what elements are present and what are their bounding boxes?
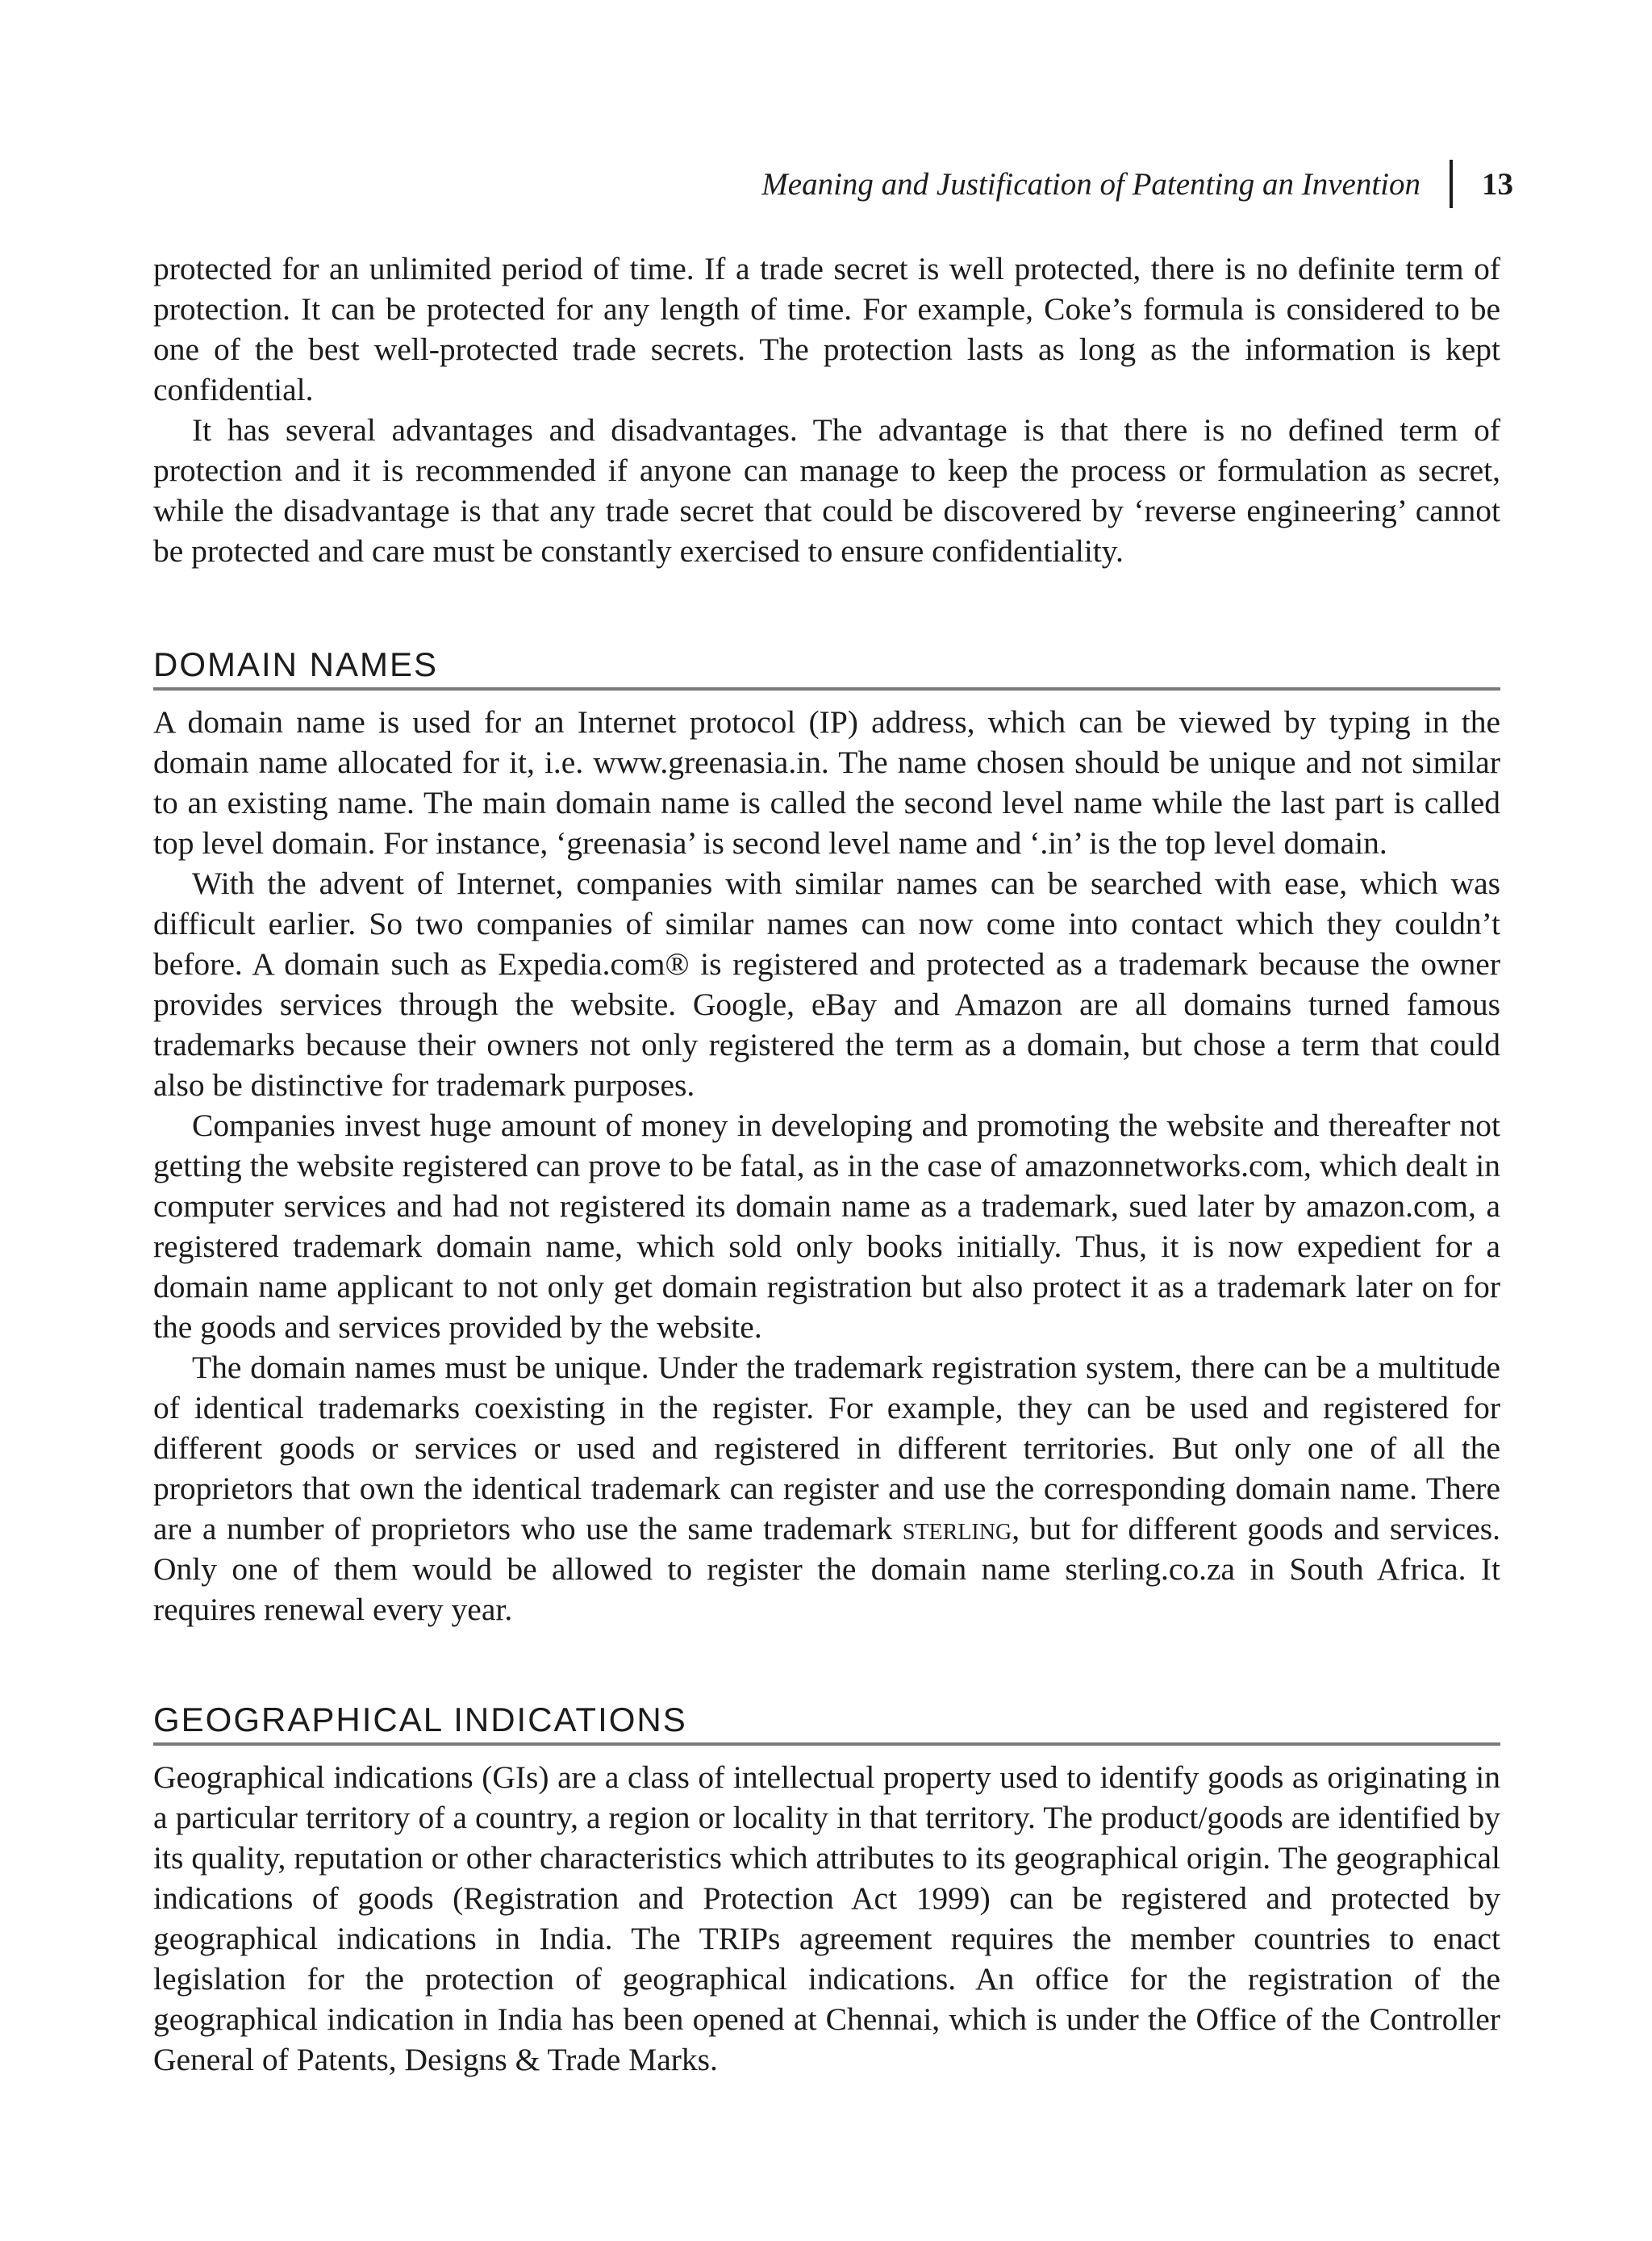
domain-paragraph-4-text-b: , but for different goods and services. Only one of them would be allowed to register the domain name sterling.co.za in South Africa. It requires renewal every year. [153,1511,1500,1627]
running-header [761,160,1513,208]
section-heading-domain-names: DOMAIN NAMES [153,644,1500,691]
section-heading-geographical-indications: GEOGRAPHICAL INDICATIONS [153,1699,1500,1746]
intro-paragraph-2: It has several advantages and disadvantages. The advantage is that there is no defined term of protection and it is recommended if anyone can manage to keep the process or formulation as secret, while the disadvantage is that any trade secret that could be discovered by ‘reverse engineering’ cannot be protected and care must be constantly exercised to ensure confidentiality. [153,412,1500,569]
page-body [153,248,1500,2080]
domain-paragraph-4 [153,1347,1500,1630]
domain-paragraph-4-text-a: The domain names must be unique. Under the trademark registration system, there can be a multitude of identical trademarks coexisting in the register. For example, they can be used and registered for different goods or services or used and registered in different territories. But only one of all the proprietors that own the identical trademark can register and use the corresponding domain name. There are a number of proprietors who use the same trademark [153,1350,1500,1546]
running-title: Meaning and Justification of Patenting an Invention [761,166,1420,202]
gi-paragraph-1: Geographical indications (GIs) are a class of intellectual property used to identify goods as originating in a particular territory of a country, a region or locality in that territory. The product/goods are identified by its quality, reputation or other characteristics which attributes to its geographical origin. The geographical indications of goods (Registration and Protection Act 1999) can be registered and protected by geographical indications in India. The TRIPs agreement requires the member countries to enact legislation for the protection of geographical indications. An office for the registration of the geographical indication in India has been opened at Chennai, which is under the Office of the Controller General of Patents, Designs & Trade Marks. [153,1759,1500,2077]
page-number: 13 [1482,166,1513,202]
trademark-sterling: sterling [902,1511,1012,1546]
domain-paragraph-1: A domain name is used for an Internet protocol (IP) address, which can be viewed by typing in the domain name allocated for it, i.e. www.greenasia.in. The name chosen should be unique and not similar to an existing name. The main domain name is called the second level name while the last part is called top level domain. For instance, ‘greenasia’ is second level name and ‘.in’ is the top level domain. [153,704,1500,861]
intro-paragraph-1: protected for an unlimited period of time. If a trade secret is well protected, there is no definite term of protection. It can be protected for any length of time. For example, Coke’s formula is considered to be one of the best well-protected trade secrets. The protection lasts as long as the information is kept confidential. [153,251,1500,407]
domain-paragraph-3: Companies invest huge amount of money in developing and promoting the website and thereafter not getting the website registered can prove to be fatal, as in the case of amazonnetworks.com, which dealt in computer services and had not registered its domain name as a trademark, sued later by amazon.com, a registered trademark domain name, which sold only books initially. Thus, it is now expedient for a domain name applicant to not only get domain registration but also protect it as a trademark later on for the goods and services provided by the website. [153,1108,1500,1345]
domain-paragraph-2: With the advent of Internet, companies with similar names can be searched with ease, which was difficult earlier. So two companies of similar names can now come into contact which they couldn’t before. A domain such as Expedia.com® is registered and protected as a trademark because the owner provides services through the website. Google, eBay and Amazon are all domains turned famous trademarks because their owners not only registered the term as a domain, but chose a term that could also be distinctive for trademark purposes. [153,866,1500,1103]
